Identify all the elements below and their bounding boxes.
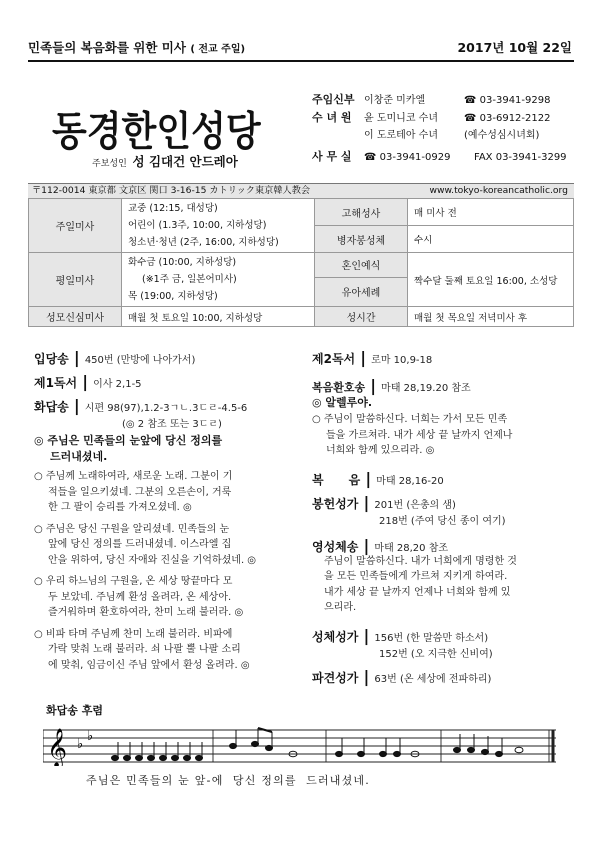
right-column bbox=[312, 348, 578, 686]
sick-communion-label: 병자봉성체 bbox=[315, 226, 408, 253]
gospel: 복 음 | 마태 28,16-20 bbox=[312, 468, 444, 488]
music-title: 화답송 후렴 bbox=[46, 704, 103, 717]
date: 2017년 10월 22일 bbox=[457, 40, 572, 55]
communion-antiphon: 영성체송 | 마태 28,20 참조 bbox=[312, 535, 449, 555]
contact-convent-2: 이 도로테아 수녀 (예수성심시녀회) bbox=[364, 130, 540, 141]
offertory-hymn: 봉헌성가 | 201번 (은총의 샘) bbox=[312, 492, 456, 512]
flat-icon: ♭ bbox=[77, 737, 84, 752]
psalm-verse: ○ 우리 하느님의 구원을, 온 세상 땅끝마다 모 두 보았네. 주님께 환성 올려라, 온 세상아. 즐거워하며 환호하여라, 찬미 노래 불러라. ◎ bbox=[34, 576, 244, 618]
first-reading: 제1독서 | 이사 2,1-5 bbox=[34, 372, 142, 391]
contact-convent: 수 녀 원 윤 도미니코 수녀 ☎ 03-6912-2122 bbox=[312, 111, 551, 124]
weekday-mass-label: 평일미사 bbox=[29, 253, 122, 307]
treble-clef-icon: 𝄞 bbox=[47, 728, 68, 766]
sunday-mass-label: 주일미사 bbox=[29, 199, 122, 253]
contact-office: 사 무 실 ☎ 03-3941-0929 FAX 03-3941-3299 bbox=[312, 150, 567, 163]
psalm-verse: ○ 주님께 노래하여라, 새로운 노래. 그분이 기 적들을 일으키셨네. 그분의 오른손이, 거룩 한 그 팔이 승리를 가져오셨네. ◎ bbox=[34, 471, 233, 513]
communion-hymn-2: 152번 (오 지극한 신비여) bbox=[379, 648, 493, 660]
holy-hour-value: 매월 첫 목요일 저녁미사 후 bbox=[408, 307, 574, 327]
patron-saint: 주보성인 성 김대건 안드레아 bbox=[92, 154, 238, 169]
sunday-mass-times: 교중 (12:15, 대성당) 어린이 (1.3주, 10:00, 지하성당) 청소년·청년 (2주, 16:00, 지하성당) bbox=[122, 199, 315, 253]
address-text: 〒112-0014 東京都 文京区 関口 3-16-15 カトリック東京韓人教会 bbox=[32, 185, 311, 196]
responsorial-psalm: 화답송 | 시편 98(97),1.2-3ㄱㄴ.3ㄷㄹ-4.5-6 bbox=[34, 396, 248, 415]
alleluia-verse: ○ 주님이 말씀하신다. 너희는 가서 모든 민족 들을 가르쳐라. 내가 세상 끝 날까지 언제나 너희와 함께 있으리라. ◎ bbox=[312, 414, 513, 456]
alleluia-refrain: ◎ 알렐루야. bbox=[312, 396, 373, 409]
weekday-mass-times: 화수금 (10:00, 지하성당) (※1주 금, 일본어미사) 목 (19:00, 지하성당) bbox=[122, 253, 315, 307]
communion-hymn: 성체성가 | 156번 (한 말씀만 하소서) bbox=[312, 625, 489, 645]
confession-value: 매 미사 전 bbox=[408, 199, 574, 226]
entrance-hymn: 입당송 | 450번 (만방에 나아가서) bbox=[34, 348, 196, 367]
address-bar bbox=[28, 183, 574, 199]
holy-hour-label: 성시간 bbox=[315, 307, 408, 327]
devotion-mass-value: 매월 첫 토요일 10:00, 지하성당 bbox=[122, 307, 315, 327]
music-staff bbox=[43, 726, 556, 766]
psalm-verse: ○ 주님은 당신 구원을 알리셨네. 민족들의 눈 앞에 당신 정의를 드러내셨네. 이스라엘 집 안을 위하여, 당신 자애와 진실을 기억하셨네. ◎ bbox=[34, 523, 257, 566]
contact-priest: 주임신부 이창준 미카엘 ☎ 03-3941-9298 bbox=[312, 93, 551, 106]
devotion-mass-label: 성모신심미사 bbox=[29, 307, 122, 327]
church-logo: 동경한인성당 bbox=[52, 108, 261, 155]
sick-communion-value: 수시 bbox=[408, 226, 574, 253]
psalm-refrain: ◎ 주님은 민족들의 눈앞에 당신 정의를 드러내셨네. bbox=[34, 434, 223, 463]
confession-label: 고해성사 bbox=[315, 199, 408, 226]
offertory-hymn-2: 218번 (주여 당신 종이 여기) bbox=[379, 515, 506, 527]
wedding-baptism-value: 짝수달 둘째 토요일 16:00, 소성당 bbox=[408, 253, 574, 307]
wedding-label: 혼인예식 bbox=[315, 253, 408, 278]
flat-icon: ♭ bbox=[87, 729, 94, 744]
website-link[interactable]: www.tokyo-koreancatholic.org bbox=[429, 185, 568, 196]
psalm-alt: (◎ 2 참조 또는 3ㄷㄹ) bbox=[122, 419, 222, 430]
mass-schedule-table bbox=[28, 198, 574, 327]
gospel-acclamation: 복음환호송 | 마태 28,19.20 참조 bbox=[312, 376, 471, 395]
staff-lines bbox=[43, 726, 556, 766]
mass-title: 민족들의 복음화를 위한 미사 ( 전교 주일) bbox=[28, 40, 246, 55]
recessional-hymn: 파견성가 | 63번 (온 세상에 전파하리) bbox=[312, 666, 492, 686]
left-column bbox=[34, 348, 296, 673]
contact-block bbox=[312, 91, 582, 166]
music-lyrics: 주님은 민족들의 눈 앞-에 당신 정의를 드러내셨네. bbox=[86, 774, 370, 787]
communion-antiphon-text: 주님이 말씀하신다. 내가 너희에게 명령한 것 을 모든 민족들에게 가르쳐 지키게 하여라. 내가 세상 끝 날까지 언제나 너희와 함께 있 으리라. bbox=[324, 555, 517, 613]
psalm-verse: ○ 비파 타며 주님께 찬미 노래 불러라. 비파에 가락 맞춰 노래 불러라. 쇠 나팔 뿔 나팔 소리 에 맞춰, 임금이신 주님 앞에서 환성 올려라. ◎ bbox=[34, 628, 250, 671]
header-rule bbox=[28, 60, 574, 62]
baptism-label: 유아세례 bbox=[315, 277, 408, 306]
second-reading: 제2독서 | 로마 10,9-18 bbox=[312, 348, 433, 367]
